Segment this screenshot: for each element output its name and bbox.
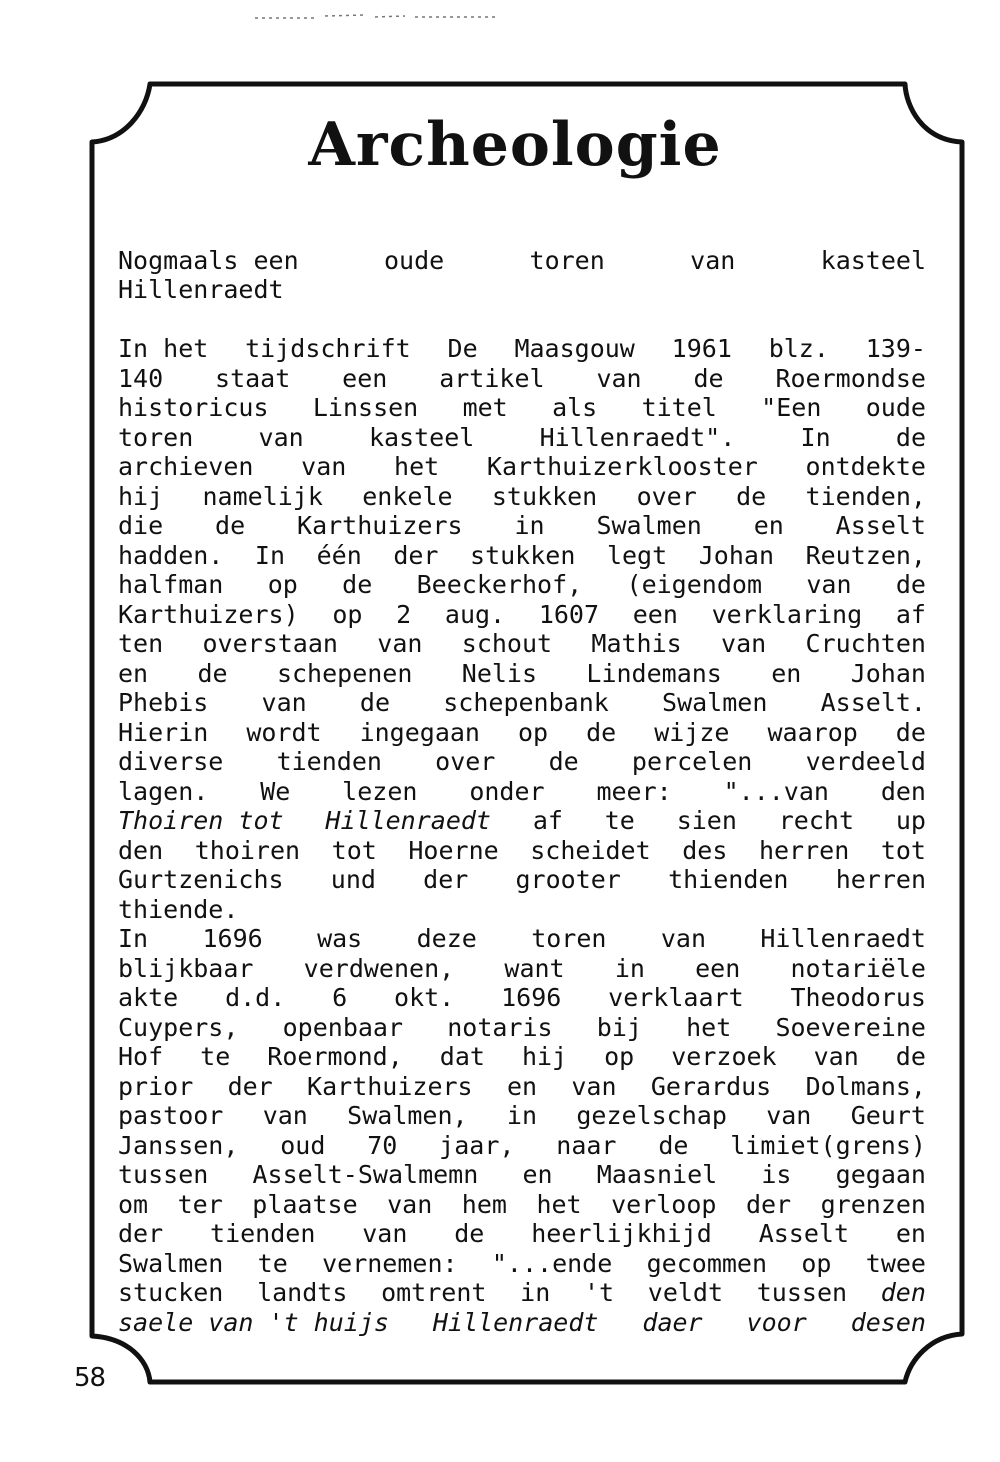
text-word: der — [118, 1219, 164, 1248]
text-word: want — [504, 953, 565, 983]
heading-word: van — [690, 246, 736, 275]
text-word: Hillenraedt — [760, 924, 926, 953]
text-word: ontdekte — [805, 452, 926, 481]
text-word: van — [261, 688, 307, 717]
text-word: historicus — [118, 393, 269, 422]
heading-word: kasteel — [820, 246, 926, 275]
text-word: de — [359, 688, 391, 717]
text-word: "Een — [761, 393, 822, 422]
text-word: de — [736, 481, 767, 511]
text-word: stukken — [491, 481, 598, 511]
text-word: blz. — [768, 334, 829, 363]
text-word: verzoek — [671, 1042, 777, 1071]
text-word: Asselt — [758, 1219, 850, 1248]
text-line — [118, 806, 926, 836]
text-word: overstaan — [202, 629, 338, 658]
text-word: De — [447, 334, 478, 363]
text-word: van — [660, 924, 706, 953]
text-word: Gurtzenichs — [118, 865, 284, 894]
text-word: prior — [118, 1071, 194, 1101]
text-line — [118, 718, 926, 748]
text-line — [118, 836, 926, 866]
text-word: Lindemans — [586, 658, 722, 688]
text-word: titel — [641, 393, 717, 422]
text-word: af — [895, 599, 926, 629]
text-word: ten — [118, 629, 164, 658]
text-word: Karthuizers — [297, 511, 463, 540]
text-word: 't — [583, 1278, 615, 1307]
text-word: (eigendom — [626, 570, 762, 599]
text-word: Maasgouw — [514, 334, 635, 363]
heading-word: toren — [529, 246, 605, 275]
text-line — [118, 747, 926, 777]
text-word: hadden. — [118, 540, 224, 570]
text-word: Swalmen — [596, 511, 702, 540]
text-word: plaatse — [252, 1189, 358, 1219]
text-word: deze — [416, 924, 477, 953]
text-word: d.d. — [225, 983, 286, 1012]
article-heading-line-1 — [118, 246, 926, 276]
text-word: 1696 — [202, 924, 263, 953]
text-word: 6 — [332, 983, 348, 1012]
text-line — [118, 393, 926, 423]
article-body — [118, 334, 926, 1337]
text-line — [118, 1190, 926, 1220]
text-word: één — [316, 540, 362, 570]
text-word: Cruchten — [805, 629, 926, 658]
text-word: In — [118, 924, 149, 953]
text-word: aug. — [444, 599, 506, 629]
text-word: okt. — [394, 983, 455, 1012]
text-word: legt — [606, 540, 668, 570]
text-word: Janssen, — [118, 1130, 239, 1160]
text-word: een — [695, 953, 741, 983]
text-word: notaris — [447, 1012, 553, 1042]
text-word: van — [258, 422, 304, 452]
text-word: herren — [835, 865, 926, 894]
text-word: af — [532, 806, 563, 835]
text-word: oude — [865, 393, 926, 422]
text-word: den — [880, 1278, 926, 1307]
text-word: in — [506, 1101, 538, 1130]
text-word: der — [227, 1071, 273, 1101]
text-word: den — [880, 776, 926, 806]
text-line — [118, 924, 926, 954]
text-word: van — [301, 452, 347, 481]
text-word: lagen. — [118, 776, 209, 806]
text-word: Hof — [118, 1042, 164, 1071]
text-word: Hillenraedt — [325, 806, 491, 835]
text-word: en — [118, 658, 149, 688]
text-word: voor — [746, 1307, 807, 1337]
text-word: akte — [118, 983, 179, 1012]
text-word: in — [520, 1278, 551, 1307]
text-word: gegaan — [835, 1160, 926, 1189]
text-line — [118, 1131, 926, 1161]
text-word: Mathis — [591, 629, 682, 658]
text-word: Swalmen, — [347, 1101, 468, 1130]
text-word: stucken — [118, 1278, 224, 1307]
text-word: Geurt — [850, 1101, 926, 1130]
text-line — [118, 895, 926, 925]
text-word: naar — [556, 1130, 617, 1160]
text-word: Hoerne — [408, 835, 499, 865]
text-word: de — [197, 658, 228, 688]
text-line — [118, 659, 926, 689]
text-word: namelijk — [202, 481, 323, 511]
text-word: grooter — [515, 865, 621, 894]
text-word: 2 — [396, 599, 412, 629]
text-line — [118, 629, 926, 659]
text-word: hij — [118, 481, 164, 511]
text-word: de — [548, 747, 579, 776]
article-heading-line-2 — [118, 275, 926, 305]
text-word: Swalmen — [662, 688, 768, 717]
text-word: van — [806, 570, 852, 599]
text-word: te — [604, 806, 635, 835]
text-word: Swalmen — [118, 1248, 224, 1278]
text-line — [118, 1160, 926, 1190]
text-line — [118, 1101, 926, 1131]
text-word: Thoiren tot — [118, 806, 284, 835]
text-word: verloop — [611, 1189, 717, 1219]
text-word: Karthuizers — [307, 1071, 473, 1101]
text-word: de — [658, 1130, 689, 1160]
text-line — [118, 1072, 926, 1102]
text-line — [118, 1308, 926, 1338]
text-word: blijkbaar — [118, 953, 254, 983]
text-word: de — [895, 570, 926, 599]
text-word: jaar, — [439, 1130, 515, 1160]
text-word: und — [330, 865, 376, 894]
text-word: de — [454, 1219, 485, 1248]
text-word: tienden — [210, 1219, 316, 1248]
text-word: schout — [461, 629, 553, 658]
text-word: Hillenraedt — [432, 1307, 599, 1337]
text-word: omtrent — [381, 1278, 487, 1307]
text-word: Theodorus — [790, 983, 926, 1012]
text-word: van — [377, 629, 423, 658]
text-word: 1696 — [501, 983, 562, 1012]
text-word: om — [118, 1189, 149, 1219]
text-line — [118, 482, 926, 512]
text-word: der — [745, 1189, 792, 1219]
text-word: ingegaan — [359, 717, 480, 747]
text-word: Asselt-Swalmemn — [252, 1160, 479, 1189]
article-heading-place: Hillenraedt — [118, 275, 284, 304]
text-word: onder — [469, 776, 545, 806]
text-word: de — [693, 363, 724, 393]
text-line — [118, 364, 926, 394]
text-word: van — [362, 1219, 408, 1248]
text-line — [118, 334, 926, 364]
text-word: op — [332, 599, 363, 629]
scan-artifact — [255, 10, 545, 22]
text-word: In — [254, 540, 286, 570]
text-word: des — [682, 835, 728, 865]
text-word: tienden — [276, 747, 382, 776]
text-word: een — [342, 363, 388, 393]
text-word: en — [506, 1071, 538, 1101]
text-word: schepenen — [276, 658, 413, 688]
text-word: de — [895, 1042, 926, 1071]
text-word: Gerardus — [650, 1071, 772, 1101]
text-word: veldt — [647, 1278, 724, 1307]
text-word: limiet(grens) — [730, 1130, 926, 1160]
text-line — [118, 954, 926, 984]
text-word: tussen — [756, 1278, 848, 1307]
text-word: Asselt — [835, 511, 926, 540]
text-word: als — [552, 393, 598, 422]
text-word: vernemen: — [322, 1248, 458, 1278]
text-word: Hillenraedt". — [539, 422, 736, 452]
text-word: gezelschap — [576, 1101, 727, 1130]
text-word: 140 — [118, 363, 164, 393]
text-word: diverse — [118, 747, 224, 776]
text-word: dat — [439, 1042, 485, 1071]
text-word: Beeckerhof, — [416, 570, 583, 599]
text-word: die — [118, 511, 164, 540]
text-word: bij — [596, 1012, 642, 1042]
text-word: tijdschrift — [245, 334, 411, 363]
text-line — [118, 1042, 926, 1072]
text-word: is — [761, 1160, 792, 1189]
text-word: twee — [865, 1248, 926, 1278]
text-word: openbaar — [282, 1012, 404, 1042]
text-line — [118, 1278, 926, 1308]
text-word: saele van 't huijs — [118, 1307, 389, 1337]
text-word: de — [215, 511, 246, 540]
text-word: op — [518, 717, 549, 747]
text-word: lezen — [342, 776, 418, 806]
text-word: hij — [521, 1042, 568, 1071]
text-word: Asselt. — [820, 688, 926, 717]
text-word: tot — [331, 835, 377, 865]
page-title: Archeologie — [308, 110, 722, 180]
text-word: enkele — [362, 481, 453, 511]
text-line — [118, 600, 926, 630]
text-word: der — [393, 540, 439, 570]
text-word: op — [604, 1042, 635, 1071]
text-word: "...ende — [491, 1248, 613, 1278]
text-word: en — [753, 511, 784, 540]
text-word: toren — [531, 924, 607, 953]
text-line — [118, 511, 926, 541]
text-word: van — [571, 1071, 617, 1101]
text-word: stukken — [470, 540, 576, 570]
text-word: Reutzen, — [805, 540, 926, 570]
page-number: 58 — [74, 1363, 106, 1393]
text-word: de — [342, 570, 373, 599]
text-word: toren — [118, 422, 194, 452]
text-word: notariële — [790, 953, 926, 983]
text-word: het — [536, 1189, 582, 1219]
text-word: wijze — [654, 717, 730, 747]
text-word: van — [813, 1042, 859, 1071]
text-word: desen — [850, 1307, 926, 1337]
text-word: In — [800, 422, 831, 452]
text-word: verdeeld — [805, 747, 926, 776]
text-word: tienden, — [805, 481, 926, 511]
text-word: hem — [461, 1189, 507, 1219]
text-word: up — [895, 806, 926, 835]
text-word: schepenbank — [443, 688, 609, 717]
text-word: staat — [215, 363, 291, 393]
text-word: verklaart — [608, 983, 744, 1012]
text-word: Soevereine — [775, 1012, 926, 1042]
text-word: in — [514, 511, 545, 540]
text-word: Linssen — [312, 393, 419, 422]
text-line — [118, 865, 926, 895]
text-word: percelen — [631, 747, 753, 776]
text-line — [118, 423, 926, 453]
text-word: archieven — [118, 452, 254, 481]
text-line — [118, 688, 926, 718]
text-word: in — [614, 953, 645, 983]
text-word: artikel — [439, 363, 545, 393]
text-word: Phebis — [118, 688, 209, 717]
text-word: grenzen — [820, 1189, 926, 1219]
text-line — [118, 1249, 926, 1279]
text-word: wordt — [246, 717, 322, 747]
text-word: pastoor — [118, 1101, 224, 1130]
text-word: oud — [280, 1130, 326, 1160]
text-word: den — [118, 835, 164, 865]
text-word: met — [462, 393, 508, 422]
text-word: te — [200, 1042, 231, 1071]
text-word: 70 — [367, 1130, 398, 1160]
text-word: het — [394, 452, 440, 481]
text-word: recht — [778, 806, 854, 835]
text-word: "...van — [723, 776, 829, 806]
text-word: Roermond, — [267, 1042, 403, 1071]
text-word: gecommen — [646, 1248, 768, 1278]
text-word: In het — [118, 334, 209, 363]
text-word: thiende. — [118, 894, 239, 924]
text-word: thoiren — [194, 835, 301, 865]
text-word: Karthuizerklooster — [486, 452, 758, 481]
text-word: tot — [880, 835, 926, 865]
text-word: over — [435, 747, 496, 776]
text-word: de — [895, 422, 926, 452]
text-line — [118, 983, 926, 1013]
heading-word: Nogmaals een — [118, 246, 299, 275]
text-word: scheidet — [530, 835, 651, 865]
text-word: We — [260, 776, 291, 806]
text-word: op — [267, 570, 298, 599]
text-word: Hierin — [118, 717, 209, 747]
text-line — [118, 1219, 926, 1249]
text-word: ter — [177, 1189, 223, 1219]
text-word: daer — [642, 1307, 703, 1337]
text-word: van — [387, 1189, 433, 1219]
text-word: Dolmans, — [805, 1071, 926, 1101]
text-word: de — [586, 717, 617, 747]
text-word: te — [257, 1248, 288, 1278]
text-word: verdwenen, — [303, 953, 455, 983]
text-line — [118, 570, 926, 600]
text-word: was — [317, 924, 363, 953]
text-word: de — [895, 717, 926, 747]
text-word: herren — [758, 835, 850, 865]
text-word: en — [895, 1219, 926, 1248]
text-word: van — [721, 629, 767, 658]
text-line — [118, 541, 926, 571]
heading-word: oude — [383, 246, 445, 275]
text-word: en — [771, 658, 802, 688]
text-word: over — [636, 481, 697, 511]
text-word: verklaring — [711, 599, 863, 629]
text-word: van — [766, 1101, 812, 1130]
text-word: op — [801, 1248, 832, 1278]
text-word: meer: — [596, 776, 672, 806]
text-word: thienden — [668, 865, 789, 894]
text-word: van — [262, 1101, 308, 1130]
text-word: tussen — [118, 1160, 209, 1189]
text-word: heerlijkhijd — [531, 1219, 712, 1248]
text-word: Johan — [698, 540, 774, 570]
text-word: Karthuizers) — [118, 599, 299, 629]
text-word: Maasniel — [596, 1160, 718, 1189]
text-word: Cuypers, — [118, 1012, 239, 1042]
text-word: Johan — [850, 658, 926, 688]
text-line — [118, 777, 926, 807]
text-word: en — [522, 1160, 553, 1189]
text-word: Roermondse — [775, 363, 926, 393]
text-word: halfman — [118, 570, 224, 599]
text-word: sien — [676, 806, 737, 835]
text-word: het — [686, 1012, 732, 1042]
text-word: 139- — [865, 334, 926, 363]
text-line — [118, 1013, 926, 1043]
text-word: een — [632, 599, 678, 629]
text-word: Nelis — [461, 658, 538, 688]
text-word: kasteel — [368, 422, 475, 452]
text-word: der — [423, 865, 469, 894]
text-word: landts — [257, 1278, 348, 1307]
text-word: 1607 — [538, 599, 600, 629]
text-word: 1961 — [671, 334, 732, 363]
text-word: waarop — [767, 717, 858, 747]
text-line — [118, 452, 926, 482]
text-word: van — [596, 363, 642, 393]
